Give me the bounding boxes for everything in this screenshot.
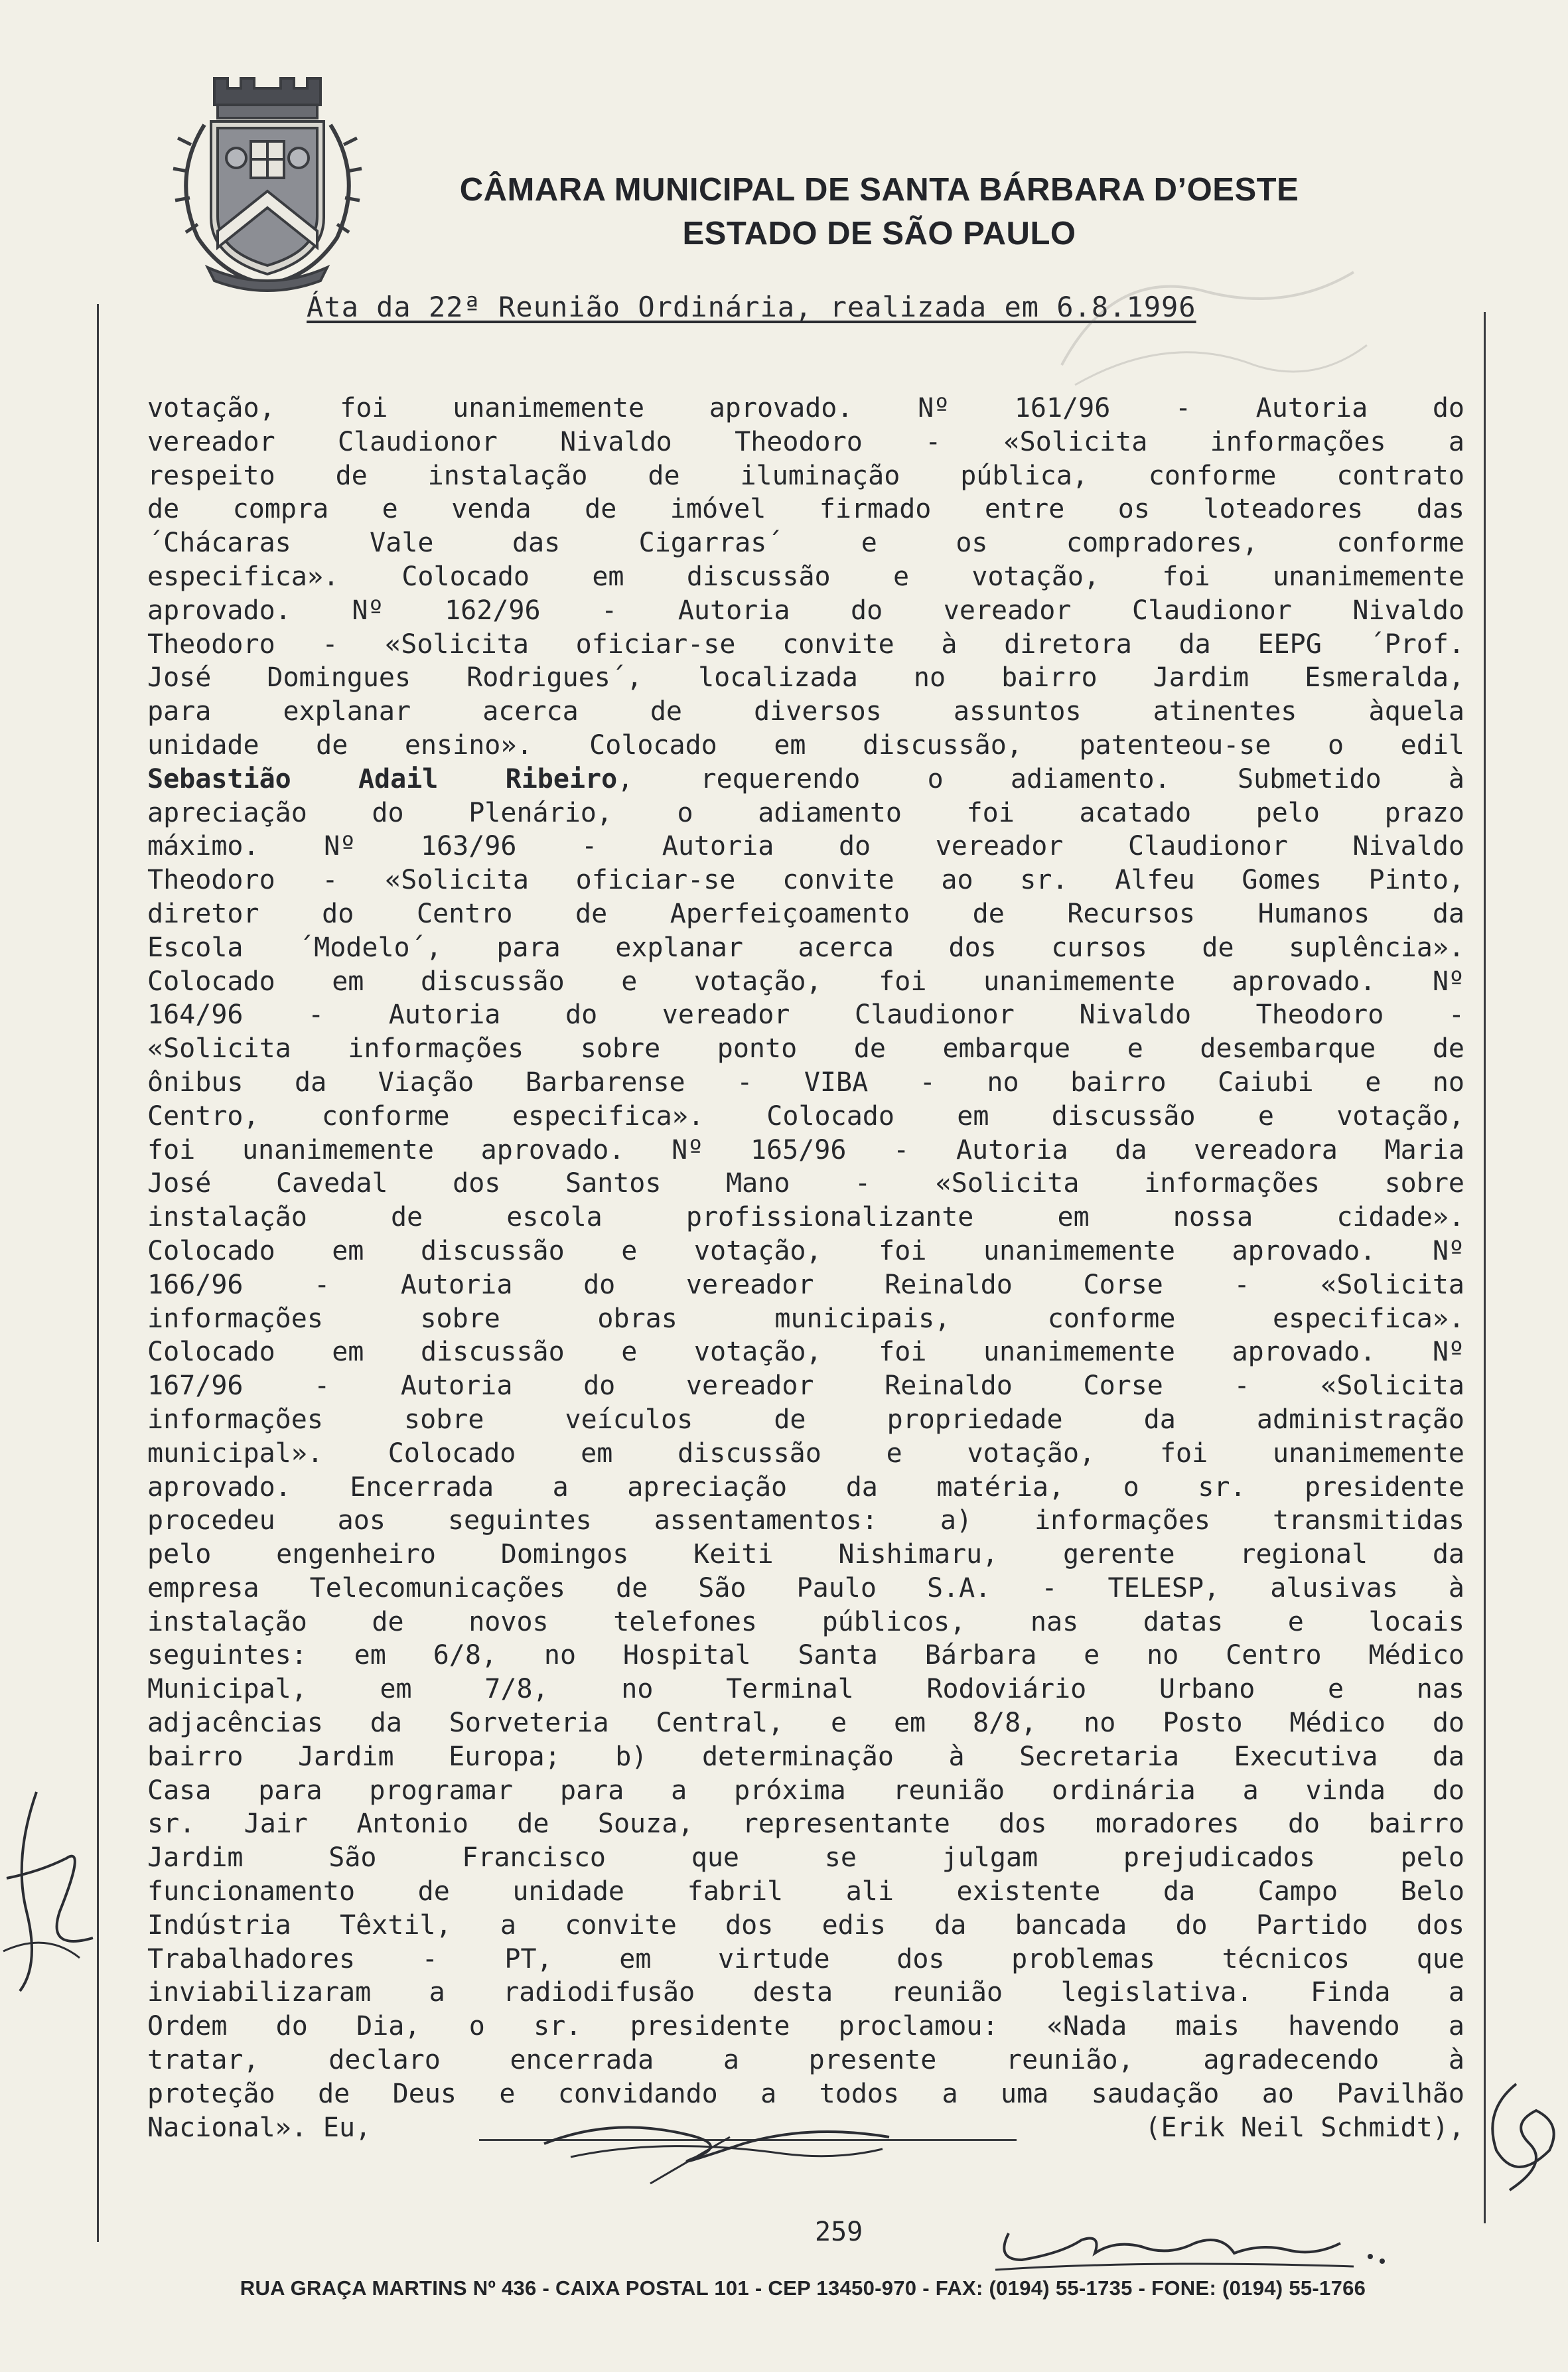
text-line: respeito de instalação de iluminação pública, conforme contrato [147, 460, 1464, 491]
text-line: unidade de ensino». Colocado em discussão, patenteou-se o edil [147, 729, 1464, 761]
text-line: 167/96 - Autoria do vereador Reinaldo Corse - «Solicita [147, 1371, 1464, 1402]
text-line: informações sobre obras municipais, conforme especifica». [147, 1303, 1464, 1334]
text-line: instalação de escola profissionalizante em nossa cidade». [147, 1202, 1464, 1233]
footer-address: RUA GRAÇA MARTINS Nº 436 - CAIXA POSTAL 101 - CEP 13450-970 - FAX: (0194) 55-1735 - FONE: (0194) 55-1766 [240, 2276, 1366, 2300]
text-line: Trabalhadores - PT, em virtude dos problemas técnicos que [147, 1943, 1464, 1974]
text-line: 164/96 - Autoria do vereador Claudionor Nivaldo Theodoro - [147, 1000, 1464, 1031]
text-line: Escola ´Modelo´, para explanar acerca dos cursos de suplência». [147, 932, 1464, 963]
text-line: aprovado. Nº 162/96 - Autoria do vereador Claudionor Nivaldo [147, 595, 1464, 626]
handwritten-signature-icon [531, 2097, 902, 2190]
municipal-coat-of-arms-icon [151, 65, 384, 294]
state-name: ESTADO DE SÃO PAULO [682, 216, 1076, 252]
right-margin-line [1484, 312, 1486, 2223]
text-line: de compra e venda de imóvel firmado entre os loteadores das [147, 494, 1464, 525]
text-line: foi unanimemente aprovado. Nº 165/96 - Autoria da vereadora Maria [147, 1134, 1464, 1165]
text-line: Casa para programar para a próxima reunião ordinária a vinda do [147, 1775, 1464, 1806]
handwritten-signature-icon [982, 2207, 1393, 2280]
text-line: diretor do Centro de Aperfeiçoamento de Recursos Humanos da [147, 898, 1464, 929]
text-line: funcionamento de unidade fabril ali existente da Campo Belo [147, 1876, 1464, 1907]
text-line: bairro Jardim Europa; b) determinação à Secretaria Executiva da [147, 1741, 1464, 1772]
text-line: empresa Telecomunicações de São Paulo S.A. - TELESP, alusivas à [147, 1572, 1464, 1603]
secretary-name: (Erik Neil Schmidt), [1145, 2112, 1464, 2143]
text-line: inviabilizaram a radiodifusão desta reunião legislativa. Finda a [147, 1977, 1464, 2008]
page-number: 259 [815, 2217, 863, 2247]
text-line: Ordem do Dia, o sr. presidente proclamou: «Nada mais havendo a [147, 2011, 1464, 2042]
text-line: Centro, conforme especifica». Colocado em discussão e votação, [147, 1100, 1464, 1132]
text-line: Colocado em discussão e votação, foi unanimemente aprovado. Nº [147, 1235, 1464, 1266]
text-line: «Solicita informações sobre ponto de embarque e desembarque de [147, 1033, 1464, 1065]
text-line: 166/96 - Autoria do vereador Reinaldo Corse - «Solicita [147, 1269, 1464, 1300]
text-line: Jardim São Francisco que se julgam prejudicados pelo [147, 1842, 1464, 1874]
closing-start: Nacional». Eu, [147, 2112, 372, 2143]
text-line: tratar, declaro encerrada a presente reunião, agradecendo à [147, 2045, 1464, 2076]
handwritten-signature-icon [0, 1779, 100, 1998]
text-line: votação, foi unanimemente aprovado. Nº 161/96 - Autoria do [147, 393, 1464, 423]
text-line: instalação de novos telefones públicos, nas datas e locais [147, 1606, 1464, 1637]
text-line: municipal». Colocado em discussão e votação, foi unanimemente [147, 1438, 1464, 1469]
text-line: ´Chácaras Vale das Cigarras´ e os compradores, conforme [147, 528, 1464, 559]
session-title: Áta da 22ª Reunião Ordinária, realizada em 6.8.1996 [307, 291, 1196, 323]
text-line: especifica». Colocado em discussão e votação, foi unanimemente [147, 561, 1464, 592]
text-line: apreciação do Plenário, o adiamento foi acatado pelo prazo [147, 797, 1464, 828]
text-line: proteção de Deus e convidando a todos a uma saudação ao Pavilhão [147, 2078, 1464, 2109]
faded-stamp-icon [1035, 252, 1380, 398]
text-line: Colocado em discussão e votação, foi unanimemente aprovado. Nº [147, 1337, 1464, 1368]
text-line: para explanar acerca de diversos assuntos atinentes àquela [147, 696, 1464, 727]
text-fragment: , requerendo o adiamento. Submetido à [617, 763, 1464, 794]
text-line: seguintes: em 6/8, no Hospital Santa Bárbara e no Centro Médico [147, 1640, 1464, 1671]
text-line: adjacências da Sorveteria Central, e em 8/8, no Posto Médico do [147, 1708, 1464, 1739]
councilman-name: Sebastião Adail Ribeiro [147, 763, 618, 794]
text-line: Municipal, em 7/8, no Terminal Rodoviário Urbano e nas [147, 1674, 1464, 1705]
text-line: ônibus da Viação Barbarense - VIBA - no bairro Caiubi e no [147, 1067, 1464, 1098]
text-line: Colocado em discussão e votação, foi unanimemente aprovado. Nº [147, 966, 1464, 997]
text-line-with-name [147, 763, 1464, 796]
text-line: aprovado. Encerrada a apreciação da matéria, o sr. presidente [147, 1471, 1464, 1503]
text-line: procedeu aos seguintes assentamentos: a) informações transmitidas [147, 1505, 1464, 1536]
text-line: Theodoro - «Solicita oficiar-se convite ao sr. Alfeu Gomes Pinto, [147, 865, 1464, 896]
text-line: sr. Jair Antonio de Souza, representante dos moradores do bairro [147, 1809, 1464, 1840]
handwritten-initials-icon [1470, 2071, 1568, 2203]
text-line: José Domingues Rodrigues´, localizada no bairro Jardim Esmeralda, [147, 662, 1464, 694]
minutes-body [147, 392, 1464, 2144]
text-line: pelo engenheiro Domingos Keiti Nishimaru, gerente regional da [147, 1539, 1464, 1570]
text-line: informações sobre veículos de propriedade da administração [147, 1404, 1464, 1435]
text-line: Indústria Têxtil, a convite dos edis da bancada do Partido dos [147, 1909, 1464, 1941]
text-line: Theodoro - «Solicita oficiar-se convite à diretora da EEPG ´Prof. [147, 629, 1464, 660]
text-line: máximo. Nº 163/96 - Autoria do vereador Claudionor Nivaldo [147, 831, 1464, 862]
text-line: vereador Claudionor Nivaldo Theodoro - «Solicita informações a [147, 426, 1464, 457]
text-line: José Cavedal dos Santos Mano - «Solicita informações sobre [147, 1168, 1464, 1199]
organization-name: CÂMARA MUNICIPAL DE SANTA BÁRBARA D’OESTE [459, 172, 1299, 208]
